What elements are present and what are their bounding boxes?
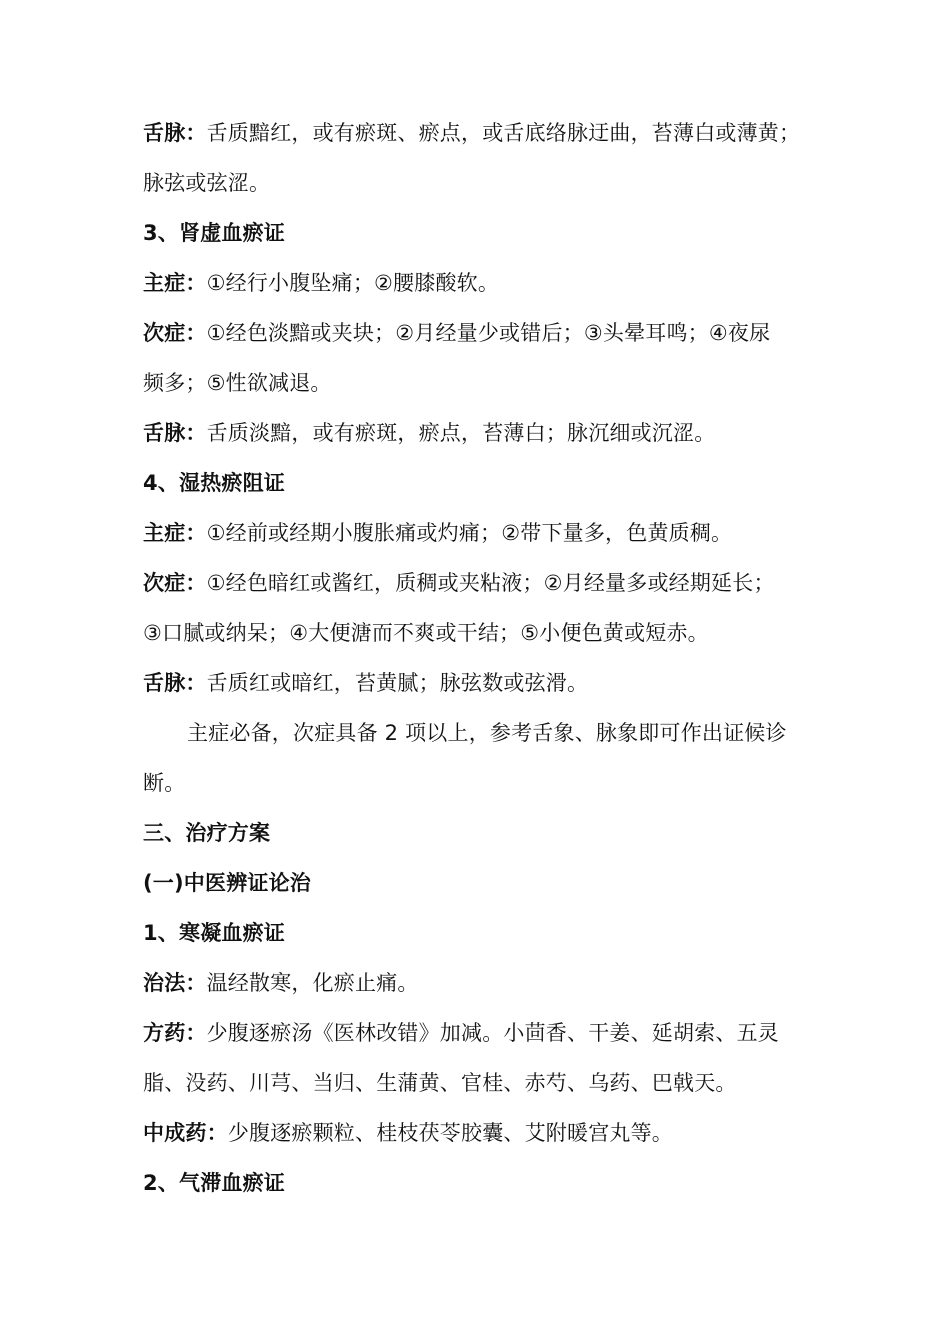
continuation-line <box>143 358 815 408</box>
tongue-pulse-line <box>143 408 815 458</box>
label-main-symptom: 主症： <box>143 271 207 295</box>
label-secondary-symptom: 次症： <box>143 321 207 345</box>
section-heading: 1、寒凝血瘀证 <box>143 921 286 945</box>
line-text: 少腹逐瘀汤《医林改错》加减。小茴香、干姜、延胡索、五灵 <box>206 1021 780 1045</box>
subchapter-heading: (一)中医辨证论治 <box>143 871 311 895</box>
prescription-line <box>143 1008 815 1058</box>
line-text: ①经行小腹坠痛；②腰膝酸软。 <box>206 271 500 295</box>
line-text: ①经色暗红或酱红，质稠或夹粘液；②月经量多或经期延长； <box>206 571 775 595</box>
continuation-line <box>143 1058 815 1108</box>
document-body <box>143 108 815 1208</box>
line-text: 温经散寒，化瘀止痛。 <box>206 971 419 995</box>
tongue-pulse-line <box>143 658 815 708</box>
label-tongue-pulse: 舌脉： <box>143 421 207 445</box>
tongue-pulse-line <box>143 108 815 158</box>
chapter-heading: 三、治疗方案 <box>143 821 271 845</box>
continuation-line <box>143 158 815 208</box>
line-text: ①经色淡黯或夹块；②月经量少或错后；③头晕耳鸣；④夜尿 <box>206 321 771 345</box>
line-text: 频多；⑤性欲减退。 <box>143 371 332 395</box>
line-text: 脉弦或弦涩。 <box>143 171 271 195</box>
continuation-line <box>143 758 815 808</box>
treatment-principle-line <box>143 958 815 1008</box>
section-heading: 4、湿热瘀阻证 <box>143 471 286 495</box>
line-text: 舌质黯红，或有瘀斑、瘀点，或舌底络脉迂曲，苔薄白或薄黄； <box>206 121 801 145</box>
secondary-symptom-line <box>143 308 815 358</box>
line-text: ①经前或经期小腹胀痛或灼痛；②带下量多，色黄质稠。 <box>206 521 733 545</box>
main-symptom-line <box>143 258 815 308</box>
label-main-symptom: 主症： <box>143 521 207 545</box>
label-patent-medicine: 中成药： <box>143 1121 228 1145</box>
continuation-line <box>143 608 815 658</box>
line-text: 舌质淡黯，或有瘀斑，瘀点，苔薄白；脉沉细或沉涩。 <box>206 421 716 445</box>
line-text: 少腹逐瘀颗粒、桂枝茯苓胶囊、艾附暖宫丸等。 <box>227 1121 674 1145</box>
patent-medicine-line <box>143 1108 815 1158</box>
label-tongue-pulse: 舌脉： <box>143 121 207 145</box>
line-text: 主症必备，次症具备 2 项以上，参考舌象、脉象即可作出证候诊 <box>187 721 787 745</box>
line-text: 断。 <box>143 771 186 795</box>
line-text: 舌质红或暗红，苔黄腻；脉弦数或弦滑。 <box>206 671 589 695</box>
secondary-symptom-line <box>143 558 815 608</box>
main-symptom-line <box>143 508 815 558</box>
section-heading: 3、肾虚血瘀证 <box>143 221 286 245</box>
line-text: 脂、没药、川芎、当归、生蒲黄、官桂、赤芍、乌药、巴戟天。 <box>143 1071 737 1095</box>
line-text: ③口腻或纳呆；④大便溏而不爽或干结；⑤小便色黄或短赤。 <box>143 621 709 645</box>
paragraph-line <box>143 708 815 758</box>
section-heading: 2、气滞血瘀证 <box>143 1171 286 1195</box>
label-treatment-principle: 治法： <box>143 971 207 995</box>
label-prescription: 方药： <box>143 1021 207 1045</box>
label-secondary-symptom: 次症： <box>143 571 207 595</box>
label-tongue-pulse: 舌脉： <box>143 671 207 695</box>
